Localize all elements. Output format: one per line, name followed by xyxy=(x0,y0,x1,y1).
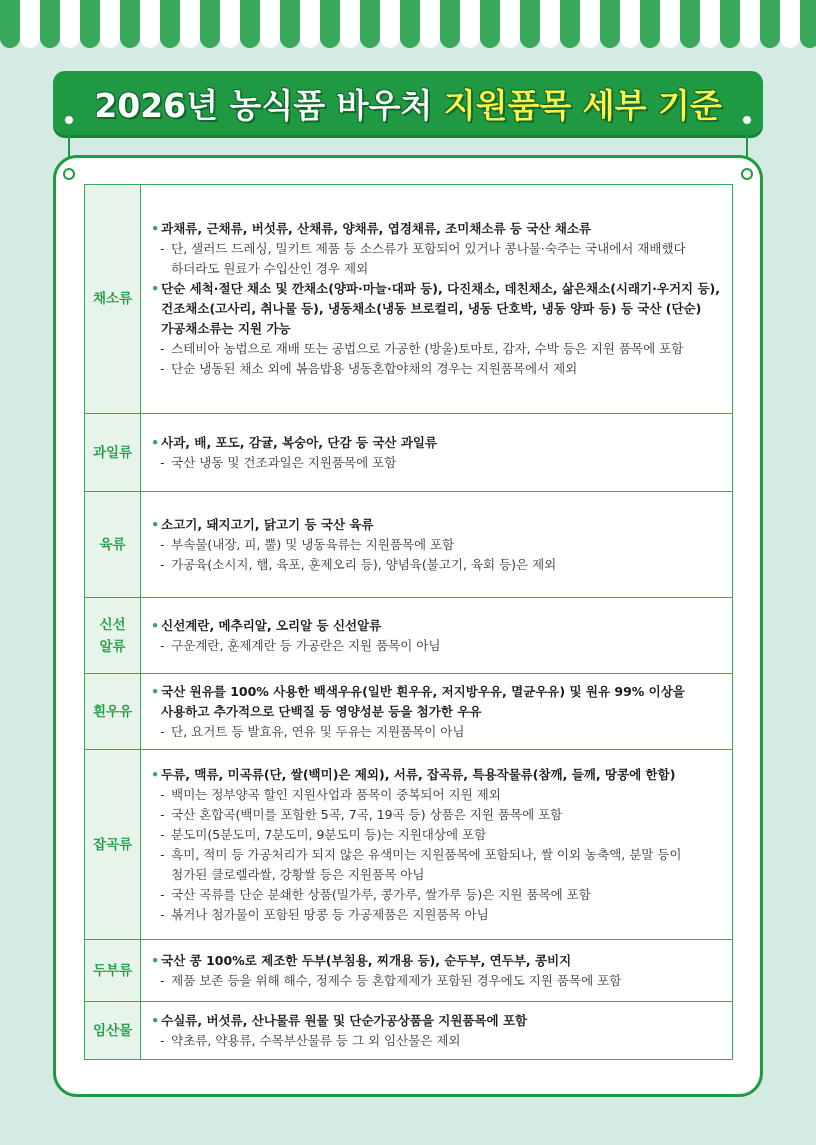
stripe-green xyxy=(600,0,620,48)
main-criterion: 가공채소류는 지원 가능 xyxy=(161,321,291,336)
sub-criterion: - 국산 냉동 및 건조과일은 지원품목에 포함 xyxy=(151,453,720,473)
sub-criterion: - 단, 요거트 등 발효유, 연유 및 두유는 지원품목이 아님 xyxy=(151,722,720,742)
stripe-white xyxy=(300,0,320,48)
main-criterion: • 과채류, 근채류, 버섯류, 산채류, 양채류, 엽경채류, 조미채소류 등 국산 채소류 xyxy=(151,219,720,239)
main-criterion: • 국산 콩 100%로 제조한 두부(부침용, 찌개용 등), 순두부, 연두부, 콩비지 xyxy=(151,951,720,971)
pin-top-left xyxy=(63,114,75,126)
title-part-highlight: 지원품목 세부 기준 xyxy=(443,85,722,125)
stripe-white xyxy=(180,0,200,48)
sub-criterion: 첨가된 클로렐라쌀, 강황쌀 등은 지원품목 아님 xyxy=(171,866,425,882)
stripe-green xyxy=(400,0,420,48)
stripe-white xyxy=(780,0,800,48)
stripe-white xyxy=(700,0,720,48)
sub-criterion: - 제품 보존 등을 위해 해수, 정제수 등 혼합제제가 포함된 경우에도 지원 품목에 포함 xyxy=(151,971,720,991)
table-row xyxy=(85,185,733,414)
sub-criterion: - 백미는 정부양곡 할인 지원사업과 품목이 중복되어 지원 제외 xyxy=(151,785,720,805)
category-cell xyxy=(85,940,141,1002)
main-criterion: 사용하고 추가적으로 단백질 등 영양성분 등을 첨가한 우유 xyxy=(161,703,482,719)
stripe-white xyxy=(60,0,80,48)
category-label: 임산물 xyxy=(93,1022,133,1039)
sub-criterion: - 구운계란, 훈제계란 등 가공란은 지원 품목이 아님 xyxy=(151,636,720,656)
stripe-green xyxy=(560,0,580,48)
stripe-green xyxy=(800,0,816,48)
category-label: 잡곡류 xyxy=(93,836,133,853)
stripe-green xyxy=(480,0,500,48)
table-row xyxy=(85,1002,733,1060)
main-criterion: • 국산 원유를 100% 사용한 백색우유(일반 흰우유, 저지방우유, 멸균우유) 및 원유 99% 이상을 xyxy=(151,682,720,702)
category-label: 알류 xyxy=(99,638,126,655)
category-cell xyxy=(85,492,141,598)
page-title xyxy=(94,80,721,127)
sub-criterion: 하더라도 원료가 수입산인 경우 제외 xyxy=(171,261,369,276)
category-label: 흰우유 xyxy=(93,703,133,720)
stripe-green xyxy=(240,0,260,48)
stripe-white xyxy=(540,0,560,48)
table-row xyxy=(85,940,733,1002)
stripe-white xyxy=(460,0,480,48)
stripe-white xyxy=(20,0,40,48)
stripe-white xyxy=(420,0,440,48)
stripe-green xyxy=(440,0,460,48)
category-label: 채소류 xyxy=(93,291,133,307)
main-criterion: • 사과, 배, 포도, 감귤, 복숭아, 단감 등 국산 과일류 xyxy=(151,433,720,453)
stripe-white xyxy=(380,0,400,48)
category-cell xyxy=(85,674,141,750)
title-part-main: 2026년 농식품 바우처 xyxy=(94,85,444,125)
table-row xyxy=(85,414,733,492)
stripe-white xyxy=(740,0,760,48)
table-row xyxy=(85,598,733,674)
table-row xyxy=(85,750,733,940)
stripe-green xyxy=(640,0,660,48)
stripe-green xyxy=(280,0,300,48)
stripe-green xyxy=(200,0,220,48)
description-cell xyxy=(141,598,733,674)
category-cell xyxy=(85,598,141,674)
description-cell xyxy=(141,185,733,414)
description-cell xyxy=(141,414,733,492)
category-cell xyxy=(85,1002,141,1060)
stripe-green xyxy=(760,0,780,48)
stripe-green xyxy=(40,0,60,48)
table-row xyxy=(85,492,733,598)
sub-criterion: - 가공육(소시지, 햄, 육포, 훈제오리 등), 양념육(불고기, 육회 등)은 제외 xyxy=(151,555,720,575)
sub-criterion: - 스테비아 농법으로 재배 또는 공법으로 가공한 (방울)토마토, 감자, 수박 등은 지원 품목에 포함 xyxy=(151,339,720,359)
main-criterion: • 두류, 맥류, 미곡류(단, 쌀(백미)은 제외), 서류, 잡곡류, 특용작물류(참깨, 들깨, 땅콩에 한함) xyxy=(151,765,720,785)
description-cell xyxy=(141,940,733,1002)
pin-card-right xyxy=(741,168,753,180)
category-label: 두부류 xyxy=(93,962,133,979)
stripe-white xyxy=(140,0,160,48)
category-label: 과일류 xyxy=(93,444,133,461)
sub-criterion: - 국산 곡류를 단순 분쇄한 상품(밀가루, 콩가루, 쌀가루 등)은 지원 품목에 포함 xyxy=(151,885,720,905)
stripe-white xyxy=(220,0,240,48)
top-stripe-decoration xyxy=(0,0,816,48)
stripe-green xyxy=(80,0,100,48)
sub-criterion: - 약초류, 약용류, 수목부산물류 등 그 외 임산물은 제외 xyxy=(151,1031,720,1051)
description-cell xyxy=(141,750,733,940)
stripe-green xyxy=(120,0,140,48)
main-criterion: • 단순 세척·절단 채소 및 깐채소(양파·마늘·대파 등), 다진채소, 데친채소, 삶은채소(시래기·우거지 등), xyxy=(151,279,720,299)
stripe-green xyxy=(520,0,540,48)
category-cell xyxy=(85,750,141,940)
description-cell xyxy=(141,674,733,750)
sub-criterion: - 분도미(5분도미, 7분도미, 9분도미 등)는 지원대상에 포함 xyxy=(151,825,720,845)
sub-criterion: - 부속물(내장, 피, 뿔) 및 냉동육류는 지원품목에 포함 xyxy=(151,535,720,555)
category-label: 신선 xyxy=(99,616,126,633)
stripe-green xyxy=(720,0,740,48)
stripe-white xyxy=(340,0,360,48)
stripe-green xyxy=(160,0,180,48)
stripe-green xyxy=(320,0,340,48)
stripe-white xyxy=(660,0,680,48)
description-cell xyxy=(141,492,733,598)
main-criterion: • 소고기, 돼지고기, 닭고기 등 국산 육류 xyxy=(151,515,720,535)
sub-criterion: - 단순 냉동된 채소 외에 볶음밥용 냉동혼합야채의 경우는 지원품목에서 제외 xyxy=(151,359,720,379)
sub-criterion: - 단, 샐러드 드레싱, 밀키트 제품 등 소스류가 포함되어 있거나 콩나물·숙주는 국내에서 재배했다 xyxy=(151,239,720,259)
sub-criterion: - 국산 혼합곡(백미를 포함한 5곡, 7곡, 19곡 등) 상품은 지원 품목에 포함 xyxy=(151,805,720,825)
stripe-white xyxy=(260,0,280,48)
main-criterion: • 수실류, 버섯류, 산나물류 원물 및 단순가공상품을 지원품목에 포함 xyxy=(151,1011,720,1031)
pin-card-left xyxy=(63,168,75,180)
stripe-green xyxy=(680,0,700,48)
category-label: 육류 xyxy=(99,536,126,553)
title-banner xyxy=(53,71,763,135)
category-cell xyxy=(85,185,141,414)
sub-criterion: - 볶거나 첨가물이 포함된 땅콩 등 가공제품은 지원품목 아님 xyxy=(151,905,720,925)
pin-top-right xyxy=(741,114,753,126)
table-row xyxy=(85,674,733,750)
description-cell xyxy=(141,1002,733,1060)
sub-criterion: - 흑미, 적미 등 가공처리가 되지 않은 유색미는 지원품목에 포함되나, 쌀 이외 농축액, 분말 등이 xyxy=(151,845,720,865)
stripe-green xyxy=(360,0,380,48)
stripe-white xyxy=(500,0,520,48)
main-criterion: 건조채소(고사리, 취나물 등), 냉동채소(냉동 브로컬리, 냉동 단호박, 냉동 양파 등) 등 국산 (단순) xyxy=(161,301,702,316)
stripe-white xyxy=(100,0,120,48)
stripe-white xyxy=(580,0,600,48)
main-criterion: • 신선계란, 메추리알, 오리알 등 신선알류 xyxy=(151,616,720,636)
stripe-green xyxy=(0,0,20,48)
support-items-table xyxy=(84,184,733,1060)
stripe-white xyxy=(620,0,640,48)
category-cell xyxy=(85,414,141,492)
